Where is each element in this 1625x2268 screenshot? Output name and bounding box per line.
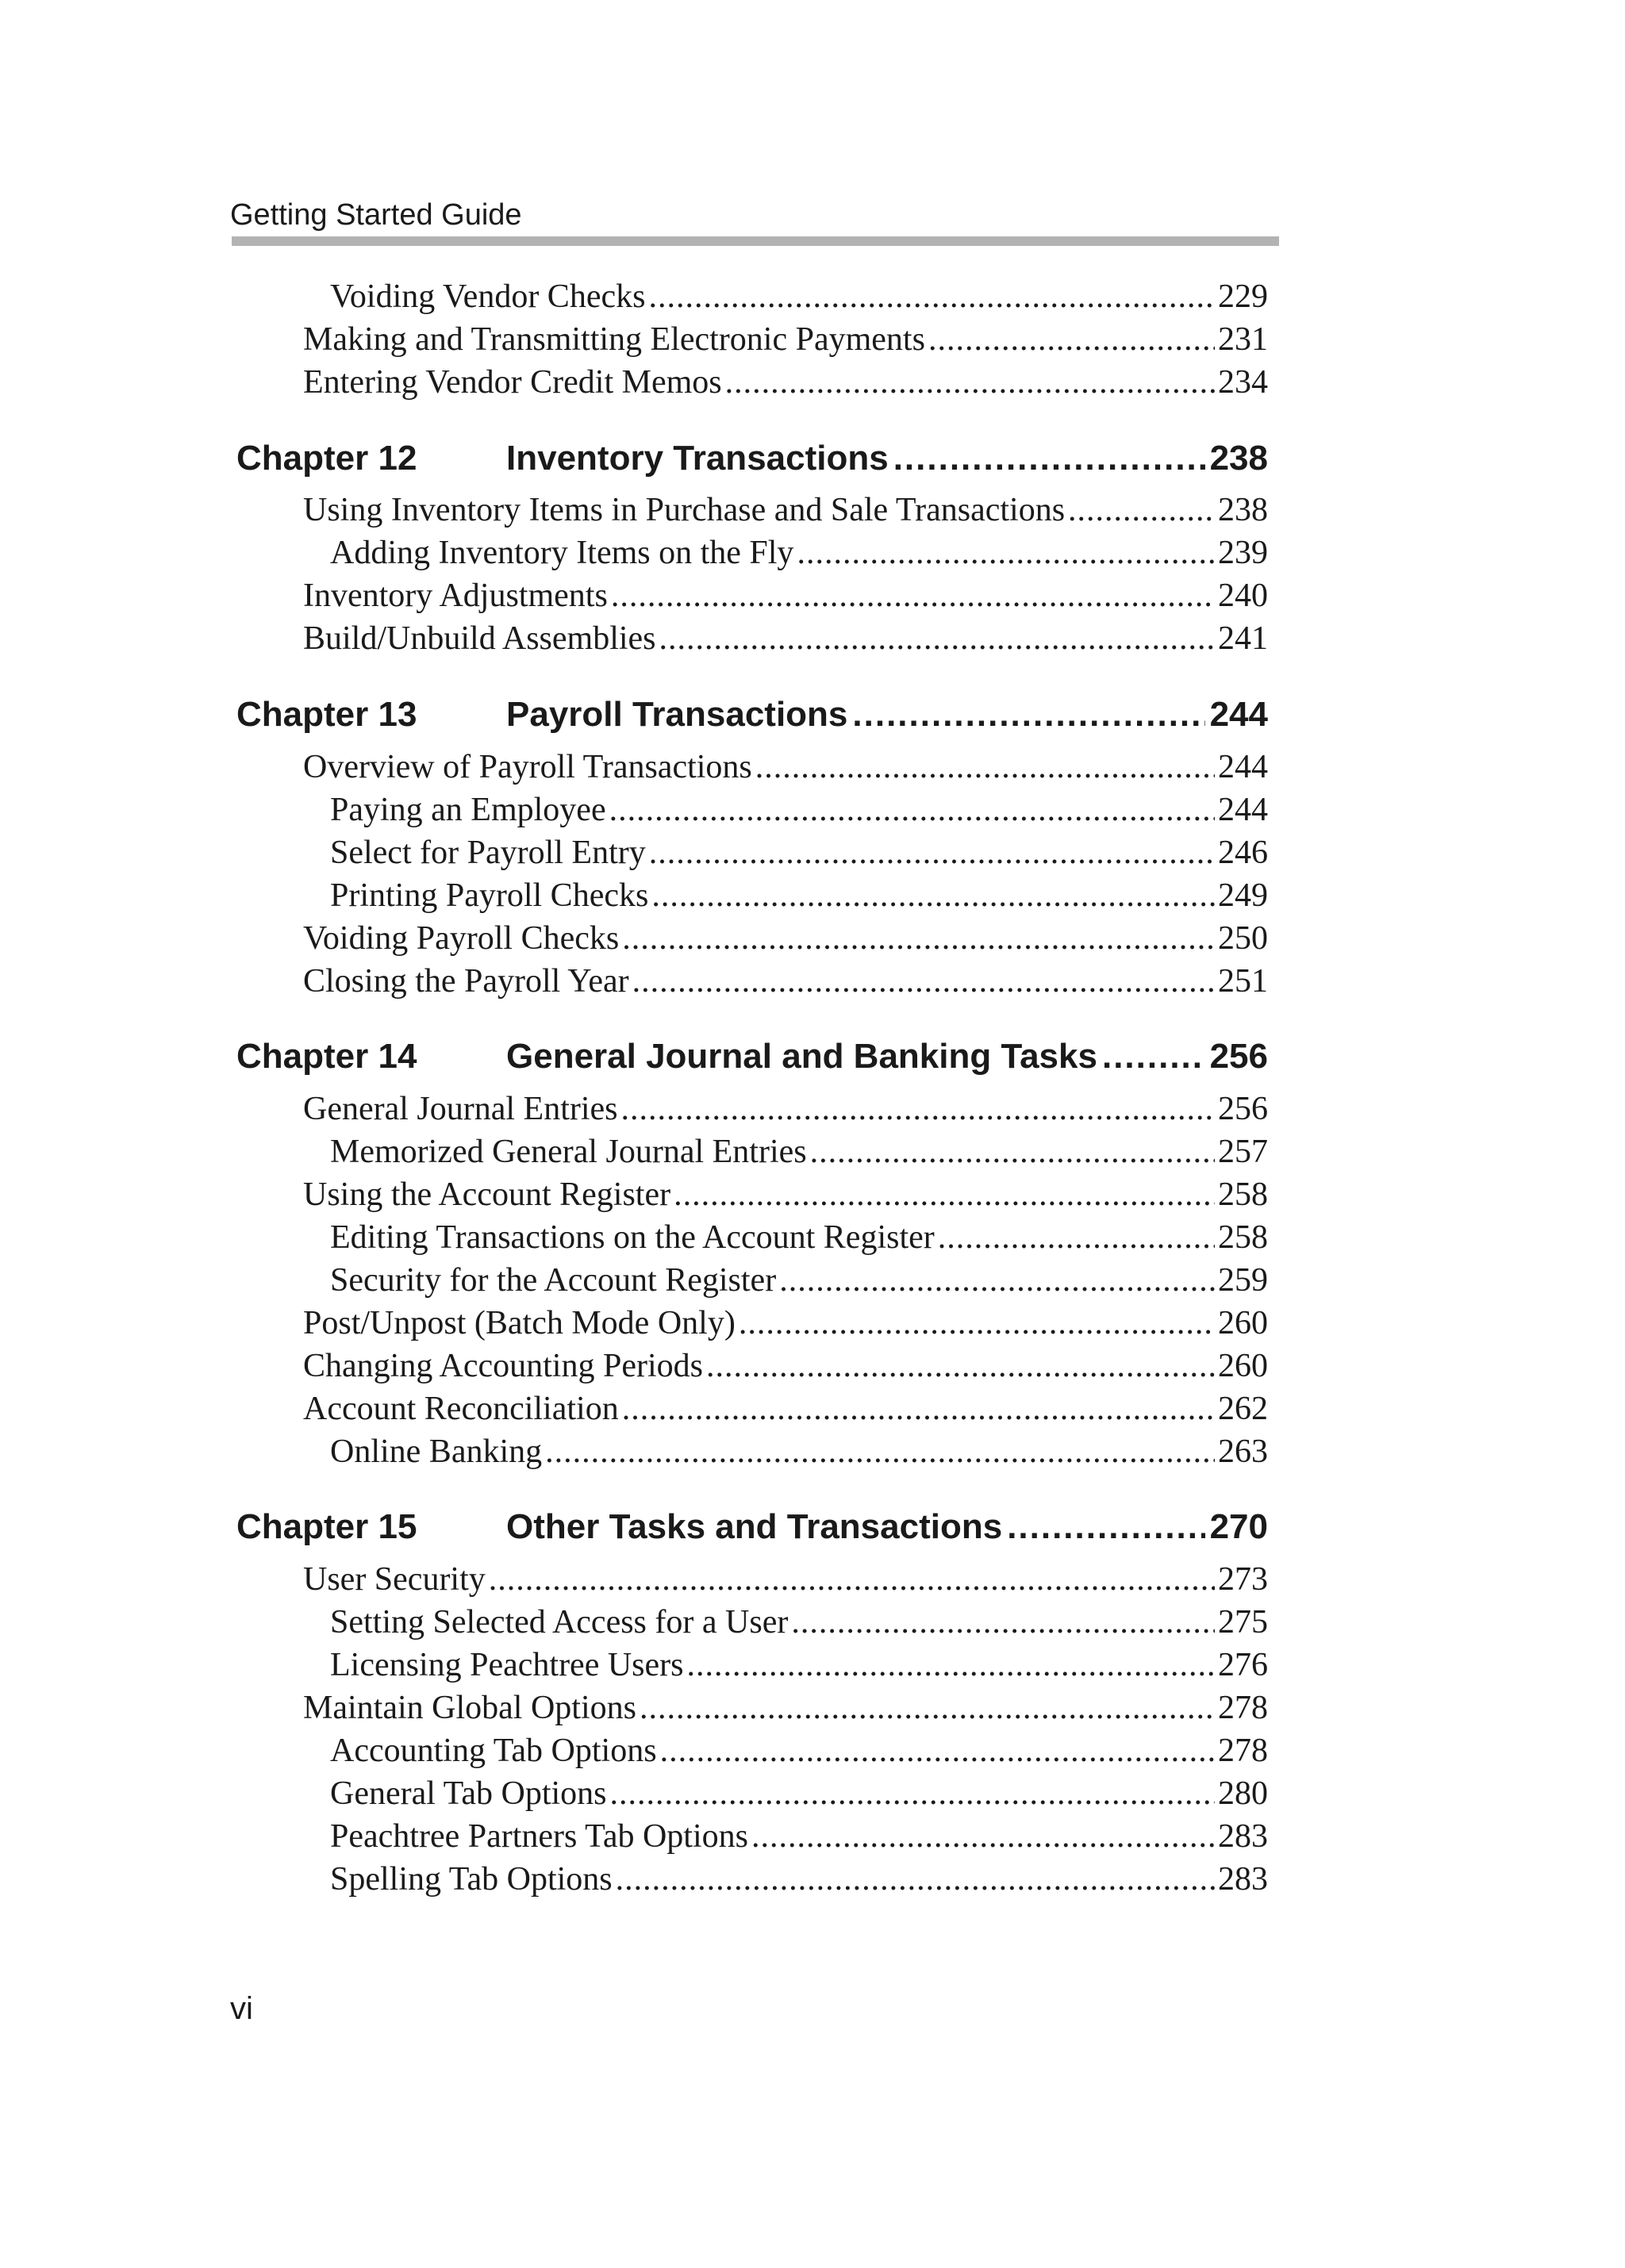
dot-leader <box>611 574 1215 617</box>
toc-entry-page: 260 <box>1218 1305 1268 1341</box>
dot-leader <box>706 1345 1215 1387</box>
toc-entry[interactable] <box>303 489 1268 532</box>
toc-entry-title: Changing Accounting Periods <box>303 1348 703 1384</box>
dot-leader <box>1007 1503 1204 1551</box>
toc-entry-page: 262 <box>1218 1391 1268 1427</box>
dot-leader <box>779 1259 1215 1302</box>
toc-entry[interactable] <box>330 1729 1268 1772</box>
dot-leader <box>797 532 1215 574</box>
toc-entry[interactable] <box>303 318 1268 361</box>
dot-leader <box>489 1558 1215 1601</box>
toc-entry[interactable] <box>303 1088 1268 1130</box>
dot-leader <box>1068 489 1215 532</box>
toc-entry[interactable] <box>330 1601 1268 1644</box>
chapter-heading-12[interactable] <box>236 435 1268 482</box>
toc-entry-page: 241 <box>1218 620 1268 657</box>
toc-entry[interactable] <box>303 361 1268 404</box>
chapter-heading-13[interactable] <box>236 691 1268 739</box>
toc-entry[interactable] <box>330 1216 1268 1259</box>
toc-entry-page: 283 <box>1218 1861 1268 1898</box>
dot-leader <box>659 617 1215 660</box>
toc-entry[interactable] <box>330 1130 1268 1173</box>
toc-entry[interactable] <box>303 1173 1268 1216</box>
toc-entry-page: 283 <box>1218 1818 1268 1855</box>
toc-entry[interactable] <box>330 1430 1268 1473</box>
dot-leader <box>649 831 1215 874</box>
toc-entry[interactable] <box>303 1345 1268 1387</box>
toc-entry-page: 260 <box>1218 1348 1268 1384</box>
toc-entry-page: 280 <box>1218 1775 1268 1812</box>
toc-entry-page: 239 <box>1218 535 1268 571</box>
chapter-number: Chapter 13 <box>236 695 417 734</box>
dot-leader <box>640 1687 1215 1729</box>
toc-entry[interactable] <box>303 574 1268 617</box>
dot-leader <box>725 361 1215 404</box>
toc-entry-page: 246 <box>1218 835 1268 871</box>
chapter-number: Chapter 12 <box>236 439 417 478</box>
toc-entry-title: Account Reconciliation <box>303 1391 619 1427</box>
toc-entry-title: Online Banking <box>330 1433 543 1470</box>
toc-entry-page: 275 <box>1218 1604 1268 1641</box>
dot-leader <box>893 435 1205 482</box>
toc-entry-page: 231 <box>1218 321 1268 358</box>
chapter-heading-15[interactable] <box>236 1503 1268 1551</box>
toc-entry[interactable] <box>303 1558 1268 1601</box>
toc-entry-page: 278 <box>1218 1690 1268 1726</box>
toc-entry-page: 234 <box>1218 364 1268 401</box>
toc-entry[interactable] <box>330 275 1268 318</box>
toc-entry-page: 249 <box>1218 877 1268 914</box>
toc-entry-page: 259 <box>1218 1262 1268 1299</box>
toc-entry-page: 250 <box>1218 920 1268 957</box>
toc-entry-page: 273 <box>1218 1561 1268 1598</box>
toc-entry-title: Overview of Payroll Transactions <box>303 749 752 785</box>
chapter-title: Other Tasks and Transactions <box>506 1507 1003 1546</box>
toc-entry-page: 229 <box>1218 278 1268 315</box>
toc-entry-title: Making and Transmitting Electronic Payments <box>303 321 925 358</box>
toc-entry-title: Adding Inventory Items on the Fly <box>330 535 794 571</box>
dot-leader <box>621 1088 1215 1130</box>
toc-entry-title: Spelling Tab Options <box>330 1861 613 1898</box>
dot-leader <box>755 746 1215 789</box>
dot-leader <box>660 1729 1215 1772</box>
toc-entry-title: Maintain Global Options <box>303 1690 636 1726</box>
toc-entry-title: Paying an Employee <box>330 792 606 828</box>
toc-entry-title: Select for Payroll Entry <box>330 835 646 871</box>
toc-entry-title: General Journal Entries <box>303 1091 618 1127</box>
toc-entry-title: Entering Vendor Credit Memos <box>303 364 722 401</box>
toc-entry-title: Inventory Adjustments <box>303 578 608 614</box>
dot-leader <box>609 789 1215 831</box>
toc-entry-page: 244 <box>1218 749 1268 785</box>
chapter-heading-14[interactable] <box>236 1033 1268 1080</box>
toc-entry-title: General Tab Options <box>330 1775 607 1812</box>
toc-entry-page: 276 <box>1218 1647 1268 1683</box>
toc-entry-title: Security for the Account Register <box>330 1262 777 1299</box>
toc-entry-page: 238 <box>1218 492 1268 528</box>
chapter-title: Inventory Transactions <box>506 439 889 478</box>
toc-entry[interactable] <box>330 1644 1268 1687</box>
toc-entry-title: Using the Account Register <box>303 1176 671 1213</box>
toc-entry[interactable] <box>330 1858 1268 1901</box>
toc-entry[interactable] <box>330 874 1268 917</box>
toc-entry-title: Voiding Payroll Checks <box>303 920 620 957</box>
chapter-number: Chapter 14 <box>236 1037 417 1076</box>
toc-entry-title: Printing Payroll Checks <box>330 877 649 914</box>
toc-entry-page: 240 <box>1218 578 1268 614</box>
toc-entry[interactable] <box>330 1815 1268 1858</box>
toc-entry-title: Editing Transactions on the Account Register <box>330 1219 935 1256</box>
chapter-page: 270 <box>1209 1507 1268 1546</box>
toc-entry[interactable] <box>303 746 1268 789</box>
toc-entry-title: Licensing Peachtree Users <box>330 1647 684 1683</box>
toc-entry-page: 257 <box>1218 1134 1268 1170</box>
toc-entry-page: 278 <box>1218 1733 1268 1769</box>
chapter-page: 256 <box>1209 1037 1268 1076</box>
dot-leader <box>739 1302 1215 1345</box>
toc-entry-title: Using Inventory Items in Purchase and Sale Transactions <box>303 492 1066 528</box>
dot-leader <box>622 917 1215 960</box>
dot-leader <box>632 960 1215 1003</box>
toc-entry-page: 244 <box>1218 792 1268 828</box>
dot-leader <box>852 691 1204 739</box>
dot-leader <box>651 874 1215 917</box>
toc-entry-title: Peachtree Partners Tab Options <box>330 1818 748 1855</box>
toc-entry-title: Setting Selected Access for a User <box>330 1604 789 1641</box>
dot-leader <box>751 1815 1215 1858</box>
toc-entry[interactable] <box>330 1772 1268 1815</box>
dot-leader <box>616 1858 1215 1901</box>
toc-entry[interactable] <box>303 1687 1268 1729</box>
toc-entry-title: Build/Unbuild Assemblies <box>303 620 656 657</box>
toc-entry-title: Closing the Payroll Year <box>303 963 629 1000</box>
dot-leader <box>1102 1033 1205 1080</box>
dot-leader <box>648 275 1215 318</box>
dot-leader <box>928 318 1215 361</box>
dot-leader <box>545 1430 1215 1473</box>
dot-leader <box>791 1601 1215 1644</box>
toc-entry-page: 256 <box>1218 1091 1268 1127</box>
toc-entry-title: User Security <box>303 1561 486 1598</box>
dot-leader <box>687 1644 1216 1687</box>
header-rule <box>232 236 1279 246</box>
chapter-page: 244 <box>1209 695 1268 734</box>
dot-leader <box>938 1216 1215 1259</box>
toc-entry[interactable] <box>303 1302 1268 1345</box>
dot-leader <box>622 1387 1215 1430</box>
chapter-page: 238 <box>1209 439 1268 478</box>
toc-entry-title: Accounting Tab Options <box>330 1733 657 1769</box>
toc-entry[interactable] <box>303 960 1268 1003</box>
chapter-title: General Journal and Banking Tasks <box>506 1037 1097 1076</box>
page-folio: vi <box>230 1991 253 2026</box>
dot-leader <box>610 1772 1215 1815</box>
toc-entry[interactable] <box>330 789 1268 831</box>
toc-entry[interactable] <box>303 1387 1268 1430</box>
dot-leader <box>810 1130 1215 1173</box>
toc-entry[interactable] <box>330 1259 1268 1302</box>
chapter-title: Payroll Transactions <box>506 695 848 734</box>
toc-entry-page: 258 <box>1218 1219 1268 1256</box>
toc-entry-title: Memorized General Journal Entries <box>330 1134 807 1170</box>
toc-entry-title: Voiding Vendor Checks <box>330 278 646 315</box>
dot-leader <box>674 1173 1215 1216</box>
toc-entry-page: 263 <box>1218 1433 1268 1470</box>
toc-entry-page: 258 <box>1218 1176 1268 1213</box>
toc-entry-page: 251 <box>1218 963 1268 1000</box>
toc-entry[interactable] <box>303 617 1268 660</box>
running-head-title: Getting Started Guide <box>230 198 522 232</box>
toc-entry[interactable] <box>303 917 1268 960</box>
toc-entry[interactable] <box>330 831 1268 874</box>
toc-entry-title: Post/Unpost (Batch Mode Only) <box>303 1305 736 1341</box>
chapter-number: Chapter 15 <box>236 1507 417 1546</box>
toc-entry[interactable] <box>330 532 1268 574</box>
